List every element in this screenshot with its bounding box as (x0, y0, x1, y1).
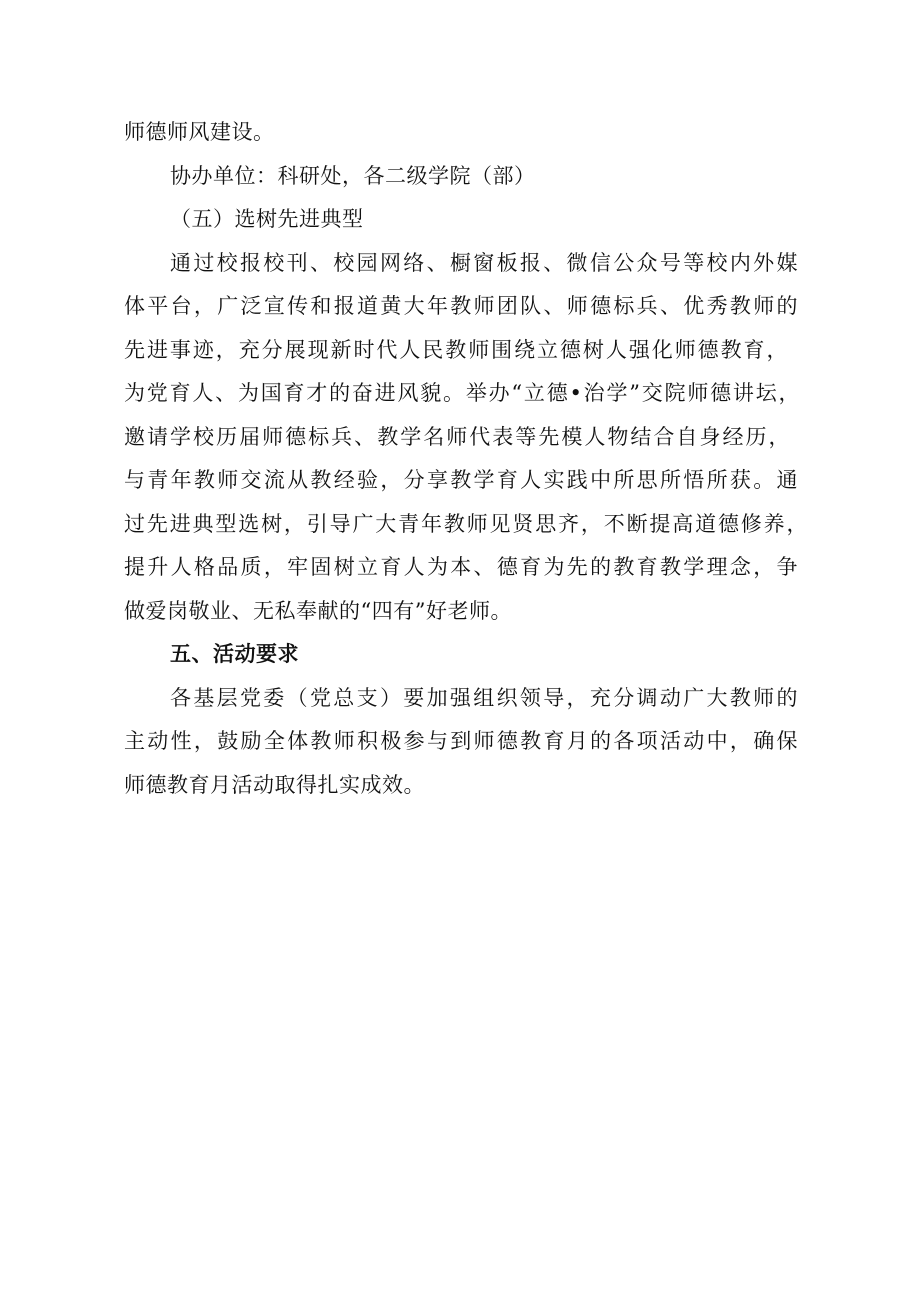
section-heading: 五、活动要求 (170, 642, 299, 666)
text-line: 先进事迹，充分展现新时代人民教师围绕立德树人强化师德教育， (124, 338, 788, 362)
text-line: 做爱岗敬业、无私奉献的“四有”好老师。 (124, 599, 512, 623)
text-line: 通过校报校刊、校园网络、橱窗板报、微信公众号等校内外媒 (170, 251, 798, 275)
text-line: 邀请学校历届师德标兵、教学名师代表等先模人物结合自身经历， (124, 425, 790, 449)
text-line: 主动性，鼓励全体教师积极参与到师德教育月的各项活动中，确保 (124, 729, 798, 753)
text-line: 为党育人、为国育才的奋进风貌。举办“立德•治学”交院师德讲坛， (124, 381, 800, 405)
text-line: 体平台，广泛宣传和报道黄大年教师团队、师德标兵、优秀教师的 (124, 294, 798, 318)
text-line: 过先进典型选树，引导广大青年教师见贤思齐，不断提高道德修养， (124, 512, 808, 536)
text-line: 协办单位：科研处，各二级学院（部） (170, 164, 536, 188)
text-line: 各基层党委（党总支）要加强组织领导，充分调动广大教师的 (170, 686, 798, 710)
text-line: 师德教育月活动取得扎实成效。 (124, 773, 425, 797)
text-line: 提升人格品质，牢固树立育人为本、德育为先的教育教学理念，争 (124, 555, 798, 579)
text-line: 师德师风建设。 (124, 120, 275, 144)
section-subheading: （五）选树先进典型 (170, 207, 364, 231)
text-line: 与青年教师交流从教经验，分享教学育人实践中所思所悟所获。通 (124, 468, 798, 492)
